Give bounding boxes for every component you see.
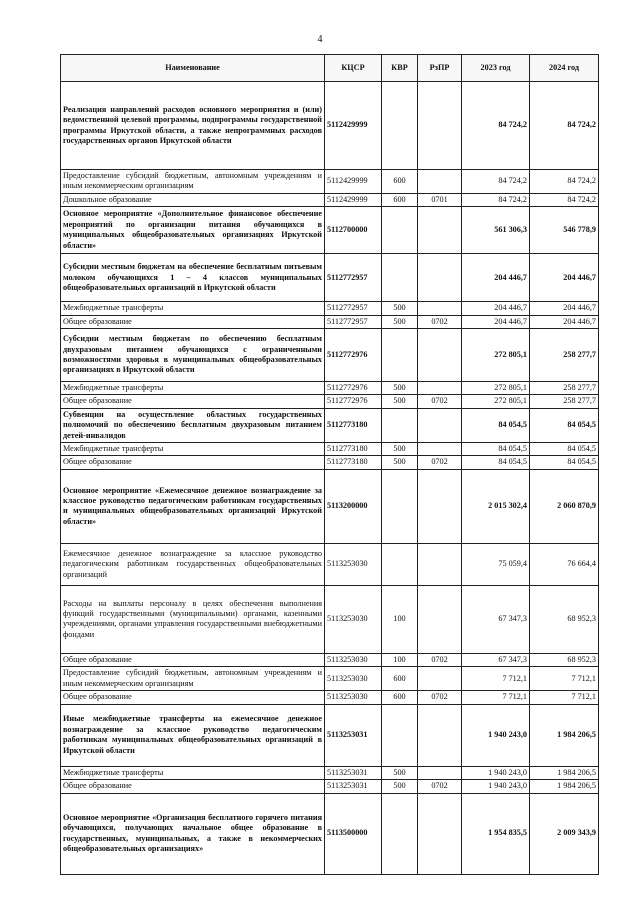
table-row	[61, 780, 599, 793]
cell-2024: 258 277,7	[530, 382, 599, 395]
cell-name: Межбюджетные трансферты	[61, 382, 325, 395]
cell-kcsr: 5112773180	[325, 408, 382, 442]
cell-kcsr: 5112772957	[325, 315, 382, 328]
cell-kvr: 500	[382, 395, 418, 408]
cell-rzpr	[418, 207, 462, 254]
cell-2024: 204 446,7	[530, 302, 599, 315]
cell-2023: 1 940 243,0	[462, 704, 530, 766]
cell-2023: 67 347,3	[462, 653, 530, 666]
cell-kcsr: 5113253031	[325, 766, 382, 779]
cell-kvr	[382, 704, 418, 766]
header-2024: 2024 год	[530, 55, 599, 82]
table-row	[61, 329, 599, 382]
cell-kcsr: 5112772957	[325, 302, 382, 315]
cell-kvr	[382, 793, 418, 874]
table-row	[61, 395, 599, 408]
table-row	[61, 456, 599, 469]
cell-2024: 68 952,3	[530, 585, 599, 653]
table-row	[61, 543, 599, 585]
table-body	[61, 82, 599, 875]
cell-kvr: 500	[382, 315, 418, 328]
cell-name: Субсидии местным бюджетам по обеспечению бесплатным двухразовым питанием обучающихся с ограниченными возможностями здоровья в муниципальных общеобразовательных организациях в Иркутской области	[61, 329, 325, 382]
header-2023: 2023 год	[462, 55, 530, 82]
table-row	[61, 207, 599, 254]
cell-name: Субвенции на осуществление областных государственных полномочий по обеспечению бесплатным двухразовым питанием детей-инвалидов	[61, 408, 325, 442]
cell-2024: 84 054,5	[530, 408, 599, 442]
cell-kcsr: 5112772976	[325, 395, 382, 408]
cell-kcsr: 5112429999	[325, 82, 382, 170]
cell-kcsr: 5113253030	[325, 653, 382, 666]
cell-kvr: 500	[382, 302, 418, 315]
cell-2024: 1 984 206,5	[530, 766, 599, 779]
cell-2024: 7 712,1	[530, 667, 599, 691]
cell-rzpr: 0702	[418, 691, 462, 704]
cell-2024: 204 446,7	[530, 254, 599, 302]
cell-2023: 84 054,5	[462, 408, 530, 442]
cell-2023: 1 940 243,0	[462, 766, 530, 779]
cell-kvr: 600	[382, 691, 418, 704]
cell-2024: 84 054,5	[530, 456, 599, 469]
cell-rzpr: 0702	[418, 395, 462, 408]
header-kvr: КВР	[382, 55, 418, 82]
cell-2024: 204 446,7	[530, 315, 599, 328]
cell-rzpr: 0702	[418, 456, 462, 469]
cell-2024: 84 724,2	[530, 193, 599, 206]
cell-name: Иные межбюджетные трансферты на ежемесячное денежное вознаграждение за классное руководство педагогическим работникам муниципальных общеобразовательных организаций в Иркутской области	[61, 704, 325, 766]
cell-2024: 258 277,7	[530, 329, 599, 382]
cell-2024: 76 664,4	[530, 543, 599, 585]
cell-2023: 7 712,1	[462, 667, 530, 691]
cell-2024: 84 054,5	[530, 443, 599, 456]
table-row	[61, 382, 599, 395]
cell-rzpr	[418, 667, 462, 691]
cell-kvr: 600	[382, 193, 418, 206]
cell-name: Общее образование	[61, 456, 325, 469]
cell-kvr	[382, 207, 418, 254]
cell-kcsr: 5112429999	[325, 170, 382, 194]
cell-2023: 75 059,4	[462, 543, 530, 585]
cell-kcsr: 5112772976	[325, 329, 382, 382]
cell-kcsr: 5113200000	[325, 469, 382, 543]
cell-kvr	[382, 469, 418, 543]
cell-rzpr: 0701	[418, 193, 462, 206]
cell-kcsr: 5113253030	[325, 691, 382, 704]
cell-kcsr: 5112772976	[325, 382, 382, 395]
cell-kvr: 500	[382, 382, 418, 395]
cell-kcsr: 5113500000	[325, 793, 382, 874]
cell-kvr: 100	[382, 585, 418, 653]
cell-rzpr	[418, 329, 462, 382]
cell-kvr	[382, 254, 418, 302]
cell-name: Основное мероприятие «Ежемесячное денежное вознаграждение за классное руководство педагогическим работникам государственных и муниципальных общеобразовательных организаций Иркутской области»	[61, 469, 325, 543]
cell-name: Предоставление субсидий бюджетным, автономным учреждениям и иным некоммерческим организациям	[61, 667, 325, 691]
table-row	[61, 793, 599, 874]
cell-rzpr	[418, 585, 462, 653]
table-row	[61, 766, 599, 779]
cell-kvr: 600	[382, 667, 418, 691]
cell-kvr: 500	[382, 766, 418, 779]
cell-2024: 7 712,1	[530, 691, 599, 704]
cell-2023: 2 015 302,4	[462, 469, 530, 543]
cell-name: Общее образование	[61, 315, 325, 328]
cell-name: Предоставление субсидий бюджетным, автономным учреждениям и иным некоммерческим организациям	[61, 170, 325, 194]
cell-2024: 1 984 206,5	[530, 780, 599, 793]
header-rzpr: РзПР	[418, 55, 462, 82]
cell-2023: 84 054,5	[462, 456, 530, 469]
table-row	[61, 653, 599, 666]
cell-2023: 272 805,1	[462, 395, 530, 408]
cell-name: Расходы на выплаты персоналу в целях обеспечения выполнения функций государственными (муниципальными) органами, казенными учреждениями, органами управления государственными внебюджетными фондами	[61, 585, 325, 653]
cell-2023: 204 446,7	[462, 302, 530, 315]
cell-2024: 84 724,2	[530, 82, 599, 170]
cell-name: Реализация направлений расходов основного мероприятия и (или) ведомственной целевой программы, подпрограммы государственной программы Иркутской области, а также непрограммных расходов государственных органов Иркутской области	[61, 82, 325, 170]
cell-2024: 2 009 343,9	[530, 793, 599, 874]
cell-2023: 272 805,1	[462, 329, 530, 382]
cell-kvr	[382, 543, 418, 585]
budget-table	[60, 54, 599, 875]
cell-name: Общее образование	[61, 691, 325, 704]
cell-rzpr	[418, 170, 462, 194]
cell-rzpr	[418, 704, 462, 766]
table-row	[61, 315, 599, 328]
table-row	[61, 443, 599, 456]
table-row	[61, 691, 599, 704]
cell-name: Межбюджетные трансферты	[61, 302, 325, 315]
table-row	[61, 408, 599, 442]
cell-rzpr	[418, 82, 462, 170]
cell-name: Субсидии местным бюджетам на обеспечение бесплатным питьевым молоком обучающихся 1 – 4 классов муниципальных общеобразовательных организаций в Иркутской области	[61, 254, 325, 302]
cell-2023: 561 306,3	[462, 207, 530, 254]
cell-rzpr	[418, 793, 462, 874]
cell-kvr: 500	[382, 780, 418, 793]
cell-2023: 272 805,1	[462, 382, 530, 395]
cell-kcsr: 5113253031	[325, 704, 382, 766]
cell-name: Общее образование	[61, 653, 325, 666]
page-number: 4	[317, 34, 323, 45]
header-kcsr: КЦСР	[325, 55, 382, 82]
header-name: Наименование	[61, 55, 325, 82]
cell-rzpr	[418, 469, 462, 543]
table-row	[61, 170, 599, 194]
table-row	[61, 469, 599, 543]
cell-kvr	[382, 329, 418, 382]
cell-name: Межбюджетные трансферты	[61, 766, 325, 779]
cell-2024: 546 778,9	[530, 207, 599, 254]
cell-rzpr	[418, 408, 462, 442]
table-header-row	[61, 55, 599, 82]
cell-kvr	[382, 82, 418, 170]
table-row	[61, 82, 599, 170]
cell-rzpr	[418, 382, 462, 395]
cell-kcsr: 5112773180	[325, 443, 382, 456]
cell-2023: 7 712,1	[462, 691, 530, 704]
cell-kcsr: 5113253030	[325, 543, 382, 585]
table-row	[61, 585, 599, 653]
cell-2024: 258 277,7	[530, 395, 599, 408]
cell-2023: 84 724,2	[462, 193, 530, 206]
table-row	[61, 704, 599, 766]
cell-2023: 84 724,2	[462, 82, 530, 170]
table-row	[61, 254, 599, 302]
cell-2023: 204 446,7	[462, 254, 530, 302]
table-row	[61, 193, 599, 206]
cell-kcsr: 5113253031	[325, 780, 382, 793]
cell-rzpr	[418, 254, 462, 302]
cell-kcsr: 5112773180	[325, 456, 382, 469]
cell-2023: 1 940 243,0	[462, 780, 530, 793]
cell-2023: 84 724,2	[462, 170, 530, 194]
cell-2024: 68 952,3	[530, 653, 599, 666]
cell-rzpr	[418, 543, 462, 585]
cell-2023: 67 347,3	[462, 585, 530, 653]
cell-2023: 84 054,5	[462, 443, 530, 456]
cell-rzpr: 0702	[418, 780, 462, 793]
cell-name: Общее образование	[61, 395, 325, 408]
cell-2024: 1 984 206,5	[530, 704, 599, 766]
cell-kcsr: 5112700000	[325, 207, 382, 254]
cell-name: Основное мероприятие «Организация бесплатного горячего питания обучающихся, получающих начальное общее образование в государственных, муниципальных, а также в некоммерческих общеобразовательных организациях»	[61, 793, 325, 874]
cell-kcsr: 5112429999	[325, 193, 382, 206]
cell-name: Общее образование	[61, 780, 325, 793]
cell-name: Ежемесячное денежное вознаграждение за классное руководство педагогическим работникам государственных общеобразовательных организаций	[61, 543, 325, 585]
cell-rzpr	[418, 302, 462, 315]
cell-kvr: 500	[382, 456, 418, 469]
cell-2023: 204 446,7	[462, 315, 530, 328]
cell-kvr: 100	[382, 653, 418, 666]
cell-rzpr	[418, 443, 462, 456]
cell-name: Межбюджетные трансферты	[61, 443, 325, 456]
cell-rzpr: 0702	[418, 653, 462, 666]
cell-rzpr	[418, 766, 462, 779]
cell-2024: 2 060 870,9	[530, 469, 599, 543]
cell-2023: 1 954 835,5	[462, 793, 530, 874]
table-row	[61, 302, 599, 315]
cell-kcsr: 5112772957	[325, 254, 382, 302]
cell-rzpr: 0702	[418, 315, 462, 328]
cell-2024: 84 724,2	[530, 170, 599, 194]
cell-kcsr: 5113253030	[325, 667, 382, 691]
cell-kvr: 600	[382, 170, 418, 194]
table-row	[61, 667, 599, 691]
cell-name: Дошкольное образование	[61, 193, 325, 206]
cell-kcsr: 5113253030	[325, 585, 382, 653]
cell-kvr: 500	[382, 443, 418, 456]
cell-name: Основное мероприятие «Дополнительное финансовое обеспечение мероприятий по организации питания обучающихся в муниципальных общеобразовательных организациях Иркутской области»	[61, 207, 325, 254]
cell-kvr	[382, 408, 418, 442]
